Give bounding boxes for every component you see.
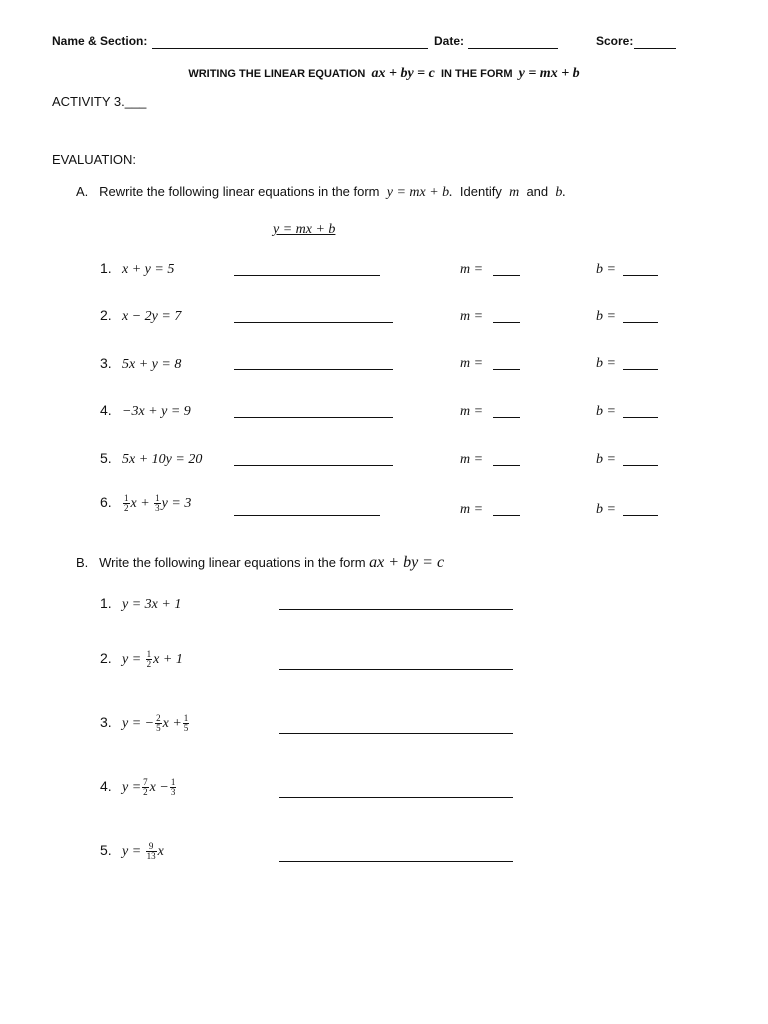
score-label: Score: [596, 34, 634, 48]
equation-text: 5x + 10y = 20 [122, 452, 203, 467]
numerator: 9 [146, 842, 157, 852]
equation-text: x + [130, 496, 150, 511]
part-b-item-5-answer-blank[interactable] [279, 847, 513, 862]
item-number: 3. [100, 714, 112, 730]
part-a-item-3-m-label: m = [460, 356, 484, 371]
denominator: 5 [183, 723, 189, 734]
part-a-item-5-b-blank[interactable] [623, 452, 658, 466]
item-number: 5. [100, 450, 112, 466]
part-a-item-1-m-label: m = [460, 262, 484, 277]
part-b-item-4-equation [100, 778, 177, 797]
title-equation-slope: y = mx + b [518, 66, 580, 81]
part-a-item-3-m-blank[interactable] [493, 356, 520, 370]
numerator: 1 [155, 493, 160, 504]
part-b-item-4-answer-blank[interactable] [279, 783, 513, 798]
part-b-instruction-text: Write the following linear equations in the form [99, 555, 366, 570]
item-number: 6. [100, 494, 112, 510]
part-b-item-3-answer-blank[interactable] [279, 719, 513, 734]
part-a-item-2-b-label: b = [596, 309, 616, 324]
item-number: 2. [100, 650, 112, 666]
item-number: 4. [100, 778, 112, 794]
part-a-item-2-m-blank[interactable] [493, 309, 520, 323]
numerator: 1 [124, 493, 129, 504]
part-b-item-2-equation [100, 650, 183, 669]
equation-text: y = − [122, 716, 155, 731]
numerator: 2 [156, 713, 161, 724]
equation-text: x + y = 5 [122, 262, 175, 277]
part-b-item-5-equation [100, 842, 164, 861]
part-a-b-var: b. [555, 185, 566, 200]
part-a-item-4-m-label: m = [460, 404, 484, 419]
part-b-form: ax + by = c [369, 554, 445, 571]
equation-text: y = [122, 844, 142, 859]
part-b-item-1-answer-blank[interactable] [279, 595, 513, 610]
part-a-and: and [526, 184, 549, 199]
item-number: 4. [100, 402, 112, 418]
equation-text: y = [122, 652, 142, 667]
part-a-item-3-answer-blank[interactable] [234, 356, 393, 370]
part-a-item-3-b-blank[interactable] [623, 356, 658, 370]
part-a-item-5-b-label: b = [596, 452, 616, 467]
part-a-item-5-m-label: m = [460, 452, 484, 467]
title-middle: IN THE FORM [440, 68, 513, 80]
equation-text: y = 3x + 1 [122, 597, 182, 612]
part-a-identify: Identify [459, 184, 502, 199]
equation-text: x + 1 [153, 652, 183, 667]
name-section-label: Name & Section: [52, 34, 148, 48]
denominator: 2 [124, 503, 129, 514]
equation-text: y = [122, 780, 142, 795]
equation-text: x [157, 844, 164, 859]
title-equation-standard: ax + by = c [371, 66, 435, 81]
part-b-item-1-equation [100, 595, 181, 613]
name-section-field[interactable] [152, 34, 428, 49]
equation-text: x − [149, 780, 169, 795]
part-a-item-2-b-blank[interactable] [623, 309, 658, 323]
part-a-item-6-answer-blank[interactable] [234, 502, 380, 516]
part-a-item-3-equation [100, 355, 181, 373]
equation-text: 5x + y = 8 [122, 357, 182, 372]
part-a-item-5-m-blank[interactable] [493, 452, 520, 466]
part-a-item-4-b-blank[interactable] [623, 404, 658, 418]
date-field[interactable] [468, 34, 558, 49]
denominator: 13 [146, 851, 156, 862]
numerator: 1 [146, 649, 152, 660]
part-a-item-2-equation [100, 307, 181, 325]
fraction [146, 650, 153, 669]
part-a-item-5-equation [100, 450, 202, 468]
fraction [146, 842, 157, 861]
denominator: 3 [155, 503, 160, 514]
part-b-item-3-equation [100, 714, 190, 733]
part-b-instruction [76, 554, 444, 572]
item-number: 2. [100, 307, 112, 323]
part-a-item-1-answer-blank[interactable] [234, 262, 380, 276]
score-field[interactable] [634, 34, 676, 49]
part-a-item-4-m-blank[interactable] [493, 404, 520, 418]
numerator: 7 [143, 777, 148, 788]
part-a-item-1-equation [100, 260, 174, 278]
worksheet-title [0, 66, 768, 82]
fraction [170, 778, 177, 797]
part-a-item-5-answer-blank[interactable] [234, 452, 393, 466]
denominator: 2 [146, 659, 152, 670]
part-a-item-6-b-label: b = [596, 502, 616, 517]
part-a-item-6-m-label: m = [460, 502, 484, 517]
part-a-m-var: m [509, 185, 520, 200]
part-a-item-4-answer-blank[interactable] [234, 404, 393, 418]
date-label: Date: [434, 34, 465, 48]
part-a-item-4-b-label: b = [596, 404, 616, 419]
activity-label: ACTIVITY 3.___ [52, 94, 147, 109]
part-b-letter: B. [76, 555, 89, 570]
fraction [183, 714, 190, 733]
part-a-column-header: y = mx + b [273, 222, 336, 237]
fraction [155, 714, 162, 733]
numerator: 1 [170, 777, 176, 788]
part-a-item-1-b-blank[interactable] [623, 262, 658, 276]
denominator: 5 [156, 723, 161, 734]
title-prefix: WRITING THE LINEAR EQUATION [188, 68, 366, 80]
fraction [154, 494, 161, 513]
part-a-instruction [76, 184, 566, 201]
part-a-item-1-b-label: b = [596, 262, 616, 277]
part-a-item-6-b-blank[interactable] [623, 502, 658, 516]
item-number: 3. [100, 355, 112, 371]
equation-text: x − 2y = 7 [122, 309, 182, 324]
fraction [142, 778, 149, 797]
numerator: 1 [183, 713, 189, 724]
part-a-form: y = mx + b. [386, 185, 453, 200]
fraction [123, 494, 130, 513]
part-a-instruction-text: Rewrite the following linear equations in the form [99, 184, 380, 199]
part-a-item-3-b-label: b = [596, 356, 616, 371]
part-a-item-4-equation [100, 402, 191, 420]
item-number: 5. [100, 842, 112, 858]
equation-text: −3x + y = 9 [122, 404, 191, 419]
part-a-item-6-m-blank[interactable] [493, 502, 520, 516]
item-number: 1. [100, 260, 112, 276]
part-a-letter: A. [76, 184, 89, 199]
part-a-item-2-answer-blank[interactable] [234, 309, 393, 323]
denominator: 2 [143, 787, 148, 798]
evaluation-label: EVALUATION: [52, 152, 137, 167]
item-number: 1. [100, 595, 112, 611]
equation-text: x + [162, 716, 182, 731]
part-a-item-2-m-label: m = [460, 309, 484, 324]
part-a-item-1-m-blank[interactable] [493, 262, 520, 276]
denominator: 3 [170, 787, 176, 798]
equation-text: y = 3 [161, 496, 192, 511]
part-a-item-6-equation [100, 494, 191, 513]
part-b-item-2-answer-blank[interactable] [279, 655, 513, 670]
